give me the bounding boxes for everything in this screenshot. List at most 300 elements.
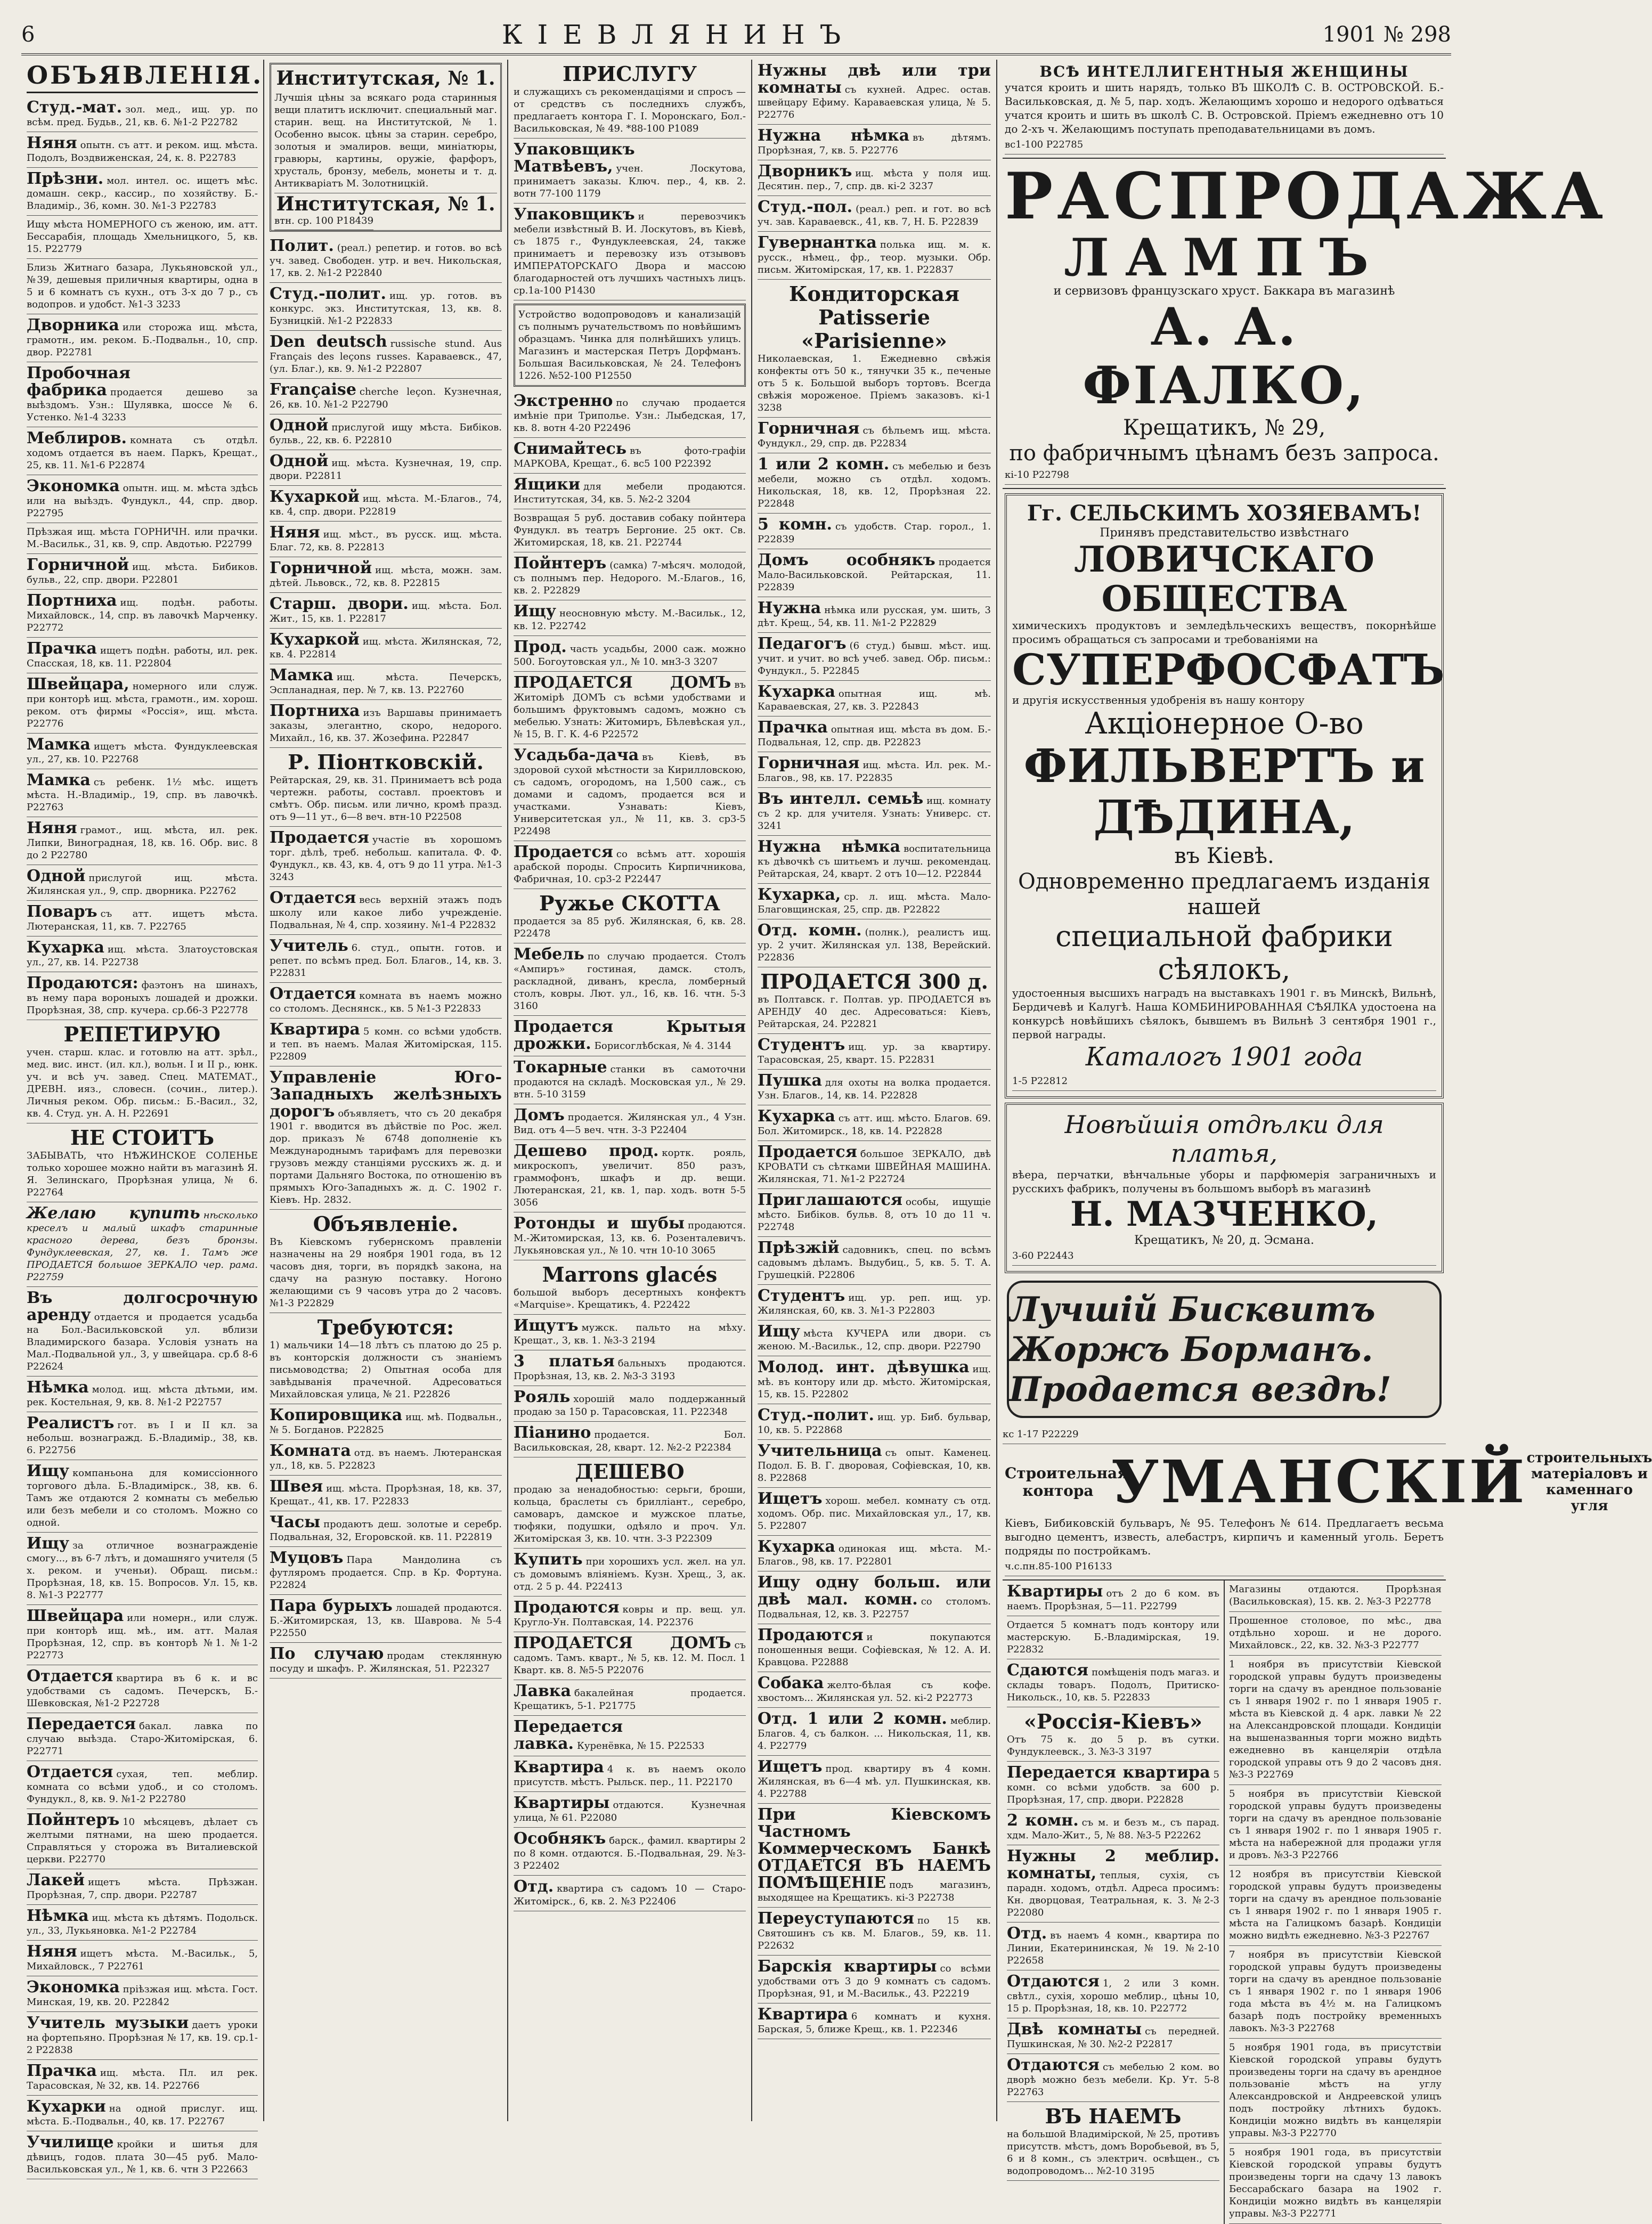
ad-heading: Ружье СКОТТА [539, 891, 720, 915]
classified-ad [270, 283, 502, 331]
classified-ad [27, 362, 258, 427]
classified-ad [514, 1457, 746, 1549]
ad-text: бакалейная продается. Крещатикъ, 5-1. Р21775 [514, 1688, 746, 1712]
fertilizer-city: въ Кіевѣ. [1174, 844, 1274, 868]
ad-heading: Продаются [758, 1626, 864, 1644]
fertilizer-lead: Гг. СЕЛЬСКИМЪ ХОЗЯЕВАМЪ! [1027, 501, 1422, 526]
ad-text: даетъ уроки на фортепьяно. Прорѣзная № 17, кв. 19. ср.1-2 Р22838 [27, 2019, 258, 2056]
ad-text: Борисоглѣбская, № 4. 3144 [594, 1040, 732, 1052]
classified-ad [27, 673, 258, 734]
ad-heading: Дешево прод. [514, 1142, 659, 1160]
ad-heading: Сдаются [1007, 1661, 1089, 1680]
ad-heading: Мамка [270, 666, 333, 685]
ad-text: бальныхъ продаются. Прорѣзная, 13, кв. 2. №3-3 3193 [514, 1358, 746, 1382]
ad-text: Рейтарская, 29, кв. 31. Принимаетъ всѣ рода чертежн. работы, составл. проектовъ и смѣтъ. Обр. письм. или лично, кромѣ празд. отъ 9—11 ут., 6—8 веч. втн-10 Р22508 [270, 775, 502, 822]
ad-text: лошадей продаются. Б.-Житомирская, 13, кв. Шаврова. №5-4 Р22550 [270, 1602, 502, 1639]
ad-text: ковры и пр. вещ. ул. Кругло-Ун. Полтавская, 14. Р22376 [514, 1604, 746, 1628]
ad-text: продается. Бол. Васильковская, 28, кварт. 12. №2-2 Р22384 [514, 1429, 746, 1453]
ad-heading: Квартира [758, 2005, 848, 2024]
classified-ad [1007, 1970, 1219, 2018]
ad-heading: Горничной [270, 559, 372, 577]
ad-heading: Барскія квартиры [758, 1957, 937, 1976]
ad-text: фаэтонъ на шинахъ, въ нему пара вороныхъ лошадей и дрожки. Прорѣзная, 38, спр. кучера. ср.б6-3 Р22778 [27, 980, 258, 1016]
classified-ad [27, 259, 258, 314]
classified-ad [758, 1070, 991, 1105]
ad-text: за отличное вознагражденіе смогу..., въ 6-7 лѣтъ, и домашняго учителя (5 х. реком. и ученьи). Обращ. письм.: Прорѣзная, 18, кв. 15. Вопросов. Ул. 15, кв. 8. №1-3 Р22777 [27, 1540, 258, 1601]
classified-ad [758, 549, 991, 597]
ad-text: отдаются. Кузнечная улица, № 61. Р22080 [514, 1799, 746, 1823]
classified-ad [1007, 1810, 1219, 1845]
ad-heading: Студ.-пол. [758, 198, 853, 216]
ad-text: 6. студ., опытн. готов. и репет. по всѣмъ пред. Бол. Благов., 14, кв. 3. Р22831 [270, 942, 502, 979]
classified-ad [270, 827, 502, 887]
ad-heading: Одной [270, 452, 329, 470]
classified-ad [514, 552, 746, 600]
classified-ad [758, 514, 991, 549]
ad-heading: Меблиров. [27, 429, 127, 447]
ad-text: компаньона для комиссіонного торгового дѣла. Б.-Владимірск., 38, кв. 6. Тамъ же отдаются 2 комнаты съ мебелью или безъ мебели и со столомъ. Можно со одной. [27, 1468, 258, 1528]
ad-heading: Управленіе Юго-Западныхъ желѣзныхъ дорогъ [270, 1068, 502, 1121]
classified-ad [758, 1356, 991, 1404]
classified-ad [758, 633, 991, 681]
classified-ad [270, 1643, 502, 1679]
ad-heading: Купить [514, 1550, 583, 1569]
classified-ad [514, 304, 746, 387]
ad-text: Отдается 5 комнатъ подъ контору или мастерскую. Б.-Владимірская, 19. Р22832 [1007, 1619, 1219, 1655]
classified-ad [1007, 1616, 1219, 1659]
ad-heading: ДЕШЕВО [575, 1460, 685, 1484]
classified-ad [27, 216, 258, 259]
ad-text: ищ. мѣста, можн. зам. дѣтей. Львовск., 72, кв. 8. Р22815 [270, 565, 502, 589]
fertilizer-small: Принявъ представительство извѣстнаго [1100, 526, 1349, 540]
fertilizer-text: удостоенныя высшихъ наградъ на выставкахъ 1901 г. въ Минскѣ, Вильнѣ, Бердичевѣ и Калугѣ. Наша КОМБИНИРОВАННАЯ СѢЯЛКА удостоена на конкурсѣ новѣйшихъ сѣялокъ, бывшемъ въ Вильнѣ 3 сентября 1901 г., первой награды. [1012, 987, 1436, 1041]
ad-text: продается за 85 руб. Жилянская, 6, кв. 28. Р22478 [514, 916, 746, 939]
ad-heading: Портниха [27, 591, 117, 610]
ad-text: съ садомъ. Тамъ. кварт., № 5, кв. 12. М. Посл. 1 Кварт. кв. 8. №5-5 Р22076 [514, 1640, 746, 1676]
ad-heading: Педагогъ [758, 634, 847, 653]
ad-text: въ наемъ 4 комн., квартира по Линии, Екатерининская, № 19. №2-10 Р22658 [1007, 1930, 1219, 1966]
classified-ad [270, 557, 502, 593]
classified-ad [27, 1202, 258, 1287]
ad-text: Прѣзжая ищ. мѣста ГОРНИЧН. или прачки. М.-Васильк., 31, кв. 9, спр. Авдотью. Р22799 [27, 526, 258, 550]
masthead [21, 16, 1451, 55]
ad-text: съ мебелью и безъ мебели, можно съ отдѣл. ходомъ. Никольская, 18, кв. 12, Прорѣзная 22. Р22848 [758, 461, 991, 509]
ad-text: мужск. пальто на мѣху. Крещат., 3, кв. 1. №3-3 2194 [514, 1322, 746, 1346]
ad-text: продаю за ненадобностью: серьги, броши, кольца, браслеты съ брилліант., серебро, самоваръ, дамское и мужское платье, тюфяки, подушки, одѣяло и проч. Ул. Житомірская 3, кв. 10. чтн. 3-3 Р22309 [514, 1484, 746, 1544]
classified-ad [514, 438, 746, 474]
ad-text: помѣщенія подъ магаз. и склады товаръ. Подолъ, Притиско-Никольск., 10, кв. 5. Р22833 [1007, 1667, 1219, 1703]
ad-text: съ кухней. Адрес. остав. швейцару Ефиму. Караваевская улица, № 5. Р22776 [758, 84, 991, 120]
classified-ad [514, 672, 746, 744]
ad-code: 1-5 Р22812 [1012, 1072, 1436, 1091]
ad-text: съ удобств. Стар. горол., 1. Р22839 [758, 521, 991, 545]
ad-text: 4 к. въ наемъ около присутств. мѣстъ. Рыльск. пер., 11. Р22170 [514, 1764, 746, 1788]
fertilizer-product: СУПЕРФОСФАТЪ [1012, 645, 1445, 695]
ad-text: ищетъ мѣста. Фундуклеевская ул., 27, кв. 10. Р22768 [27, 741, 258, 765]
ad-text: (реал.) репетир. и готов. во всѣ уч. завед. Свободен. утр. и веч. Никольская, 17, кв. 2. №1-2 Р22840 [270, 242, 502, 279]
classified-ad [758, 884, 991, 919]
classified-ad [270, 1210, 502, 1313]
column-1 [21, 60, 264, 2175]
ad-text: 5 комн. со всѣми удобств. за 600 р. Прорѣзная, 17, спр. двори. Р22828 [1007, 1769, 1219, 1805]
page-number: 6 [21, 22, 35, 47]
ad-text: теплыя, сухія, съ парадн. ходомъ, отдѣл. Адреса просимъ: Кн. дворцовая, Театральная, к. 3. №2-3 Р22080 [1007, 1870, 1219, 1918]
ad-heading: Няня [27, 1942, 77, 1961]
ad-heading: Кухаркой [270, 630, 360, 649]
public-notice: Прошенное столовое, по мѣс., два отдѣльно хорош. и не дорого. Михайловск., 22, кв. 32. №3-3 Р22777 [1229, 1612, 1442, 1656]
ad-text: и служащихъ съ рекомендаціями и спросъ — от средствъ съ последнихъ службъ, предлагаетъ контора Г. І. Моронскаго, Бол.-Васильковская, № 49. *88-100 Р1089 [514, 86, 746, 134]
classified-ad [514, 943, 746, 1016]
classified-ad [514, 139, 746, 203]
ad-text: ищ. мѣста. Златоустовская ул., 27, кв. 14. Р22738 [27, 944, 258, 968]
ad-text: опытн. ищ. м. мѣста здѣсь или на выѣздъ. Фундукл., 44, спр. двор. Р22795 [27, 483, 258, 519]
fertilizer-company: Акціонерное О-во [1085, 706, 1364, 741]
ad-heading: ПРИСЛУГУ [562, 62, 697, 86]
ad-heading: По случаю [270, 1644, 384, 1663]
issue-number: 1901 № 298 [1322, 22, 1451, 47]
ad-text: воспитательница къ дѣвочкѣ съ шитьемъ и лучш. рекомендац. Рейтарская, 24, кварт. 2 отъ 10—12. Р22844 [758, 843, 991, 879]
classified-ad [27, 1905, 258, 1941]
ad-text: гот. въ I и II кл. за небольш. вознагражд. Б.-Владимір., 38, кв. 6. Р22756 [27, 1420, 258, 1456]
ad-text: хорош. мебел. комнату съ отд. ходомъ. Обр. пис. Михайловская ул., 17, кв. 5. Р22807 [758, 1495, 991, 1531]
ad-heading: Кухарка [758, 1537, 835, 1556]
ad-heading: Продается [758, 1143, 857, 1161]
ad-text: часть усадьбы, 2000 саж. можно 500. Богоутовская ул., № 10. мн3-3 3207 [514, 643, 746, 667]
ad-heading: Мамка [27, 771, 91, 789]
ad-text: russische stund. Aus Français des leçons russes. Караваевск., 47, (ул. Благ.), кв. 9. №1-2 Р22807 [270, 338, 502, 374]
ad-heading: Упаковщикъ Матвѣевъ, [514, 140, 635, 176]
classified-ad [758, 1285, 991, 1321]
ad-text: Близь Житнаго базара, Лукьяновской ул., №39, дешевыя приличныя квартиры, одна в 5 и 6 комнатъ съ кухн., отъ 3-х до 7 р., съ водопров. и удобст. №1-3 3233 [27, 262, 258, 310]
lamp-sale-address: Крещатикъ, № 29, [1122, 416, 1326, 440]
ad-heading: Ротонды и шубы [514, 1214, 685, 1233]
ad-text: изъ Варшавы принимаетъ заказы, элегантно, скоро, недорого. Михайл., 16, кв. 37. Жозефина. Р22847 [270, 707, 502, 744]
ad-text: мол. интел. ос. ищетъ мѣс. домашн. секр., кассир., по хозяйству. Б.-Владимір., 36, комн. 30. №1-3 Р22783 [27, 175, 258, 211]
ad-heading: Студ.-мат. [27, 98, 123, 117]
ad-text: квартира съ садомъ 10 — Старо-Житомірск., 6, кв. 2. №3 Р22406 [514, 1883, 746, 1907]
ad-heading: Полит. [270, 237, 334, 255]
ad-text: нѣмка или русская, ум. шить, 3 дѣт. Крещ., 54, кв. 11. №1-2 Р22829 [758, 605, 991, 629]
ad-heading: Отд. [514, 1877, 554, 1896]
ad-heading: Отдается [270, 984, 356, 1003]
ad-heading: Прѣзжій [758, 1239, 840, 1257]
ad-text: ищ. комнату съ 2 кр. для учителя. Узнать: Универс. ст. 3241 [758, 795, 991, 832]
classified-ad [1007, 1762, 1219, 1810]
ad-text: съ ребенк. 1½ мѣс. ищетъ мѣста. Н.-Владимір., 19, спр. въ лавочкѣ. Р22763 [27, 777, 258, 813]
trimmings-address: Крещатикъ, № 20, д. Эсмана. [1134, 1234, 1314, 1247]
ad-heading: Продается [514, 843, 613, 861]
ad-heading: Приглашаются [758, 1191, 902, 1209]
ad-text: (самка) 7-мѣсяч. молодой, съ полнымъ пер. Недорого. М.-Благов., 16, кв. 2. Р22829 [514, 560, 746, 596]
classified-ad [514, 1549, 746, 1596]
classified-ad [1007, 1845, 1219, 1922]
ad-heading: Ищу [27, 1534, 70, 1553]
ad-heading: Двѣ комнаты [1007, 2020, 1142, 2039]
classified-ad [27, 1713, 258, 1761]
sewing-school-headline: ВСѢ ИНТЕЛЛИГЕНТНЫЯ ЖЕНЩИНЫ [1039, 63, 1409, 80]
classified-ad [1007, 1707, 1219, 1762]
classified-ad [27, 865, 258, 901]
ad-text: Николаевская, 1. Ежедневно свѣжія конфекты отъ 50 к., тянучки 35 к., печеные отъ 5 к. Большой выборъ тортовъ. Всегда свѣжія мороженое. Пріемъ заказовъ. кі-1 3238 [758, 353, 991, 413]
ad-heading: ВЪ НАЕМЪ [1045, 2104, 1182, 2128]
ad-heading: Ищу [514, 602, 557, 621]
classified-ad [270, 1476, 502, 1511]
ad-heading: Нѣмка [27, 1907, 89, 1925]
classified-ad [514, 841, 746, 889]
ad-text: при хорошихъ усл. жел. на ул. съ домовымъ вліяніемъ. Кузн. Хрещ., 3, ак. отд. 2 5 р. 44. Р22413 [514, 1556, 746, 1592]
ad-heading: Домъ [514, 1106, 565, 1125]
ad-heading: Экономка [27, 1978, 120, 1997]
column-5 [997, 60, 1652, 2219]
ad-text: учен. старш. клас. и готовлю на атт. зрѣл., мед. вис. инст. (ил. кл.), вольн. I и II р., юнк. уч. и всѣ уч. завед. Спец. МАТЕМАТ., ДРЕВН. ияз., словесн. (сочин., литер.). Личныя реком. Обр. письм.: Б.-Васил., 32, кв. 4. Студ. ун. А. Н. Р22691 [27, 1047, 258, 1119]
ad-text: отдается и продается усадьба на Бол.-Васильковской ул. вблизи Владимирского базара. Условія узнать на Мал.-Подвальной ул., 3, у швейцара. ср.б 8-6 Р22624 [27, 1311, 258, 1372]
ad-text: съ опыт. Каменец. Подол. Б. В. Г. дворовая, Софіевская, 10, кв. 8. Р22868 [758, 1447, 991, 1484]
classified-ad [514, 889, 746, 943]
ad-heading: Экономка [27, 477, 120, 495]
ad-heading: Кухарка [27, 938, 104, 957]
classified-ad [270, 983, 502, 1019]
ad-heading: Нужна нѣмка [758, 837, 901, 856]
ad-text: кройки и шитья для дѣвицъ, годов. плата 30—45 руб. Мало-Васильковская ул., № 1, кв. 6. чтн 3 Р22663 [27, 2139, 258, 2175]
ad-text: большое ЗЕРКАЛО, двѣ КРОВАТИ съ сѣтками ШВЕЙНАЯ МАШИНА. Жилянская, 71. №1-2 Р22724 [758, 1148, 991, 1185]
ad-text: по случаю продается имѣніе при Триполье. Узн.: Лыбедская, 17, кв. 8. вотн 4-20 Р22496 [514, 397, 746, 434]
notices-list [1224, 1581, 1446, 2224]
ad-heading: Горничной [27, 556, 129, 574]
classified-ad [270, 486, 502, 522]
classified-ad [270, 1404, 502, 1440]
ad-heading: Прачка [758, 718, 828, 737]
ad-heading: «Россія-Кіевъ» [1024, 1709, 1202, 1733]
ad-heading: Муцовъ [270, 1549, 344, 1567]
ad-heading: Ищу одну больш. или двѣ мал. комн. [758, 1573, 991, 1609]
ad-text: садовникъ, спец. по всѣмъ садовымъ дѣламъ. Выдубиц., 5, кв. 5. Т. А. Грушецкій. Р22806 [758, 1244, 991, 1281]
ad-heading: Дворникъ [758, 162, 852, 181]
ad-text: продаютъ деш. золотые и серебр. Подвальная, 32, Егоровской. кв. 11. Р22819 [270, 1519, 502, 1543]
classified-ad [1007, 2102, 1219, 2181]
classified-ad [27, 936, 258, 972]
ad-code: вс1-100 Р22785 [1005, 136, 1444, 154]
classified-ad [270, 629, 502, 664]
ad-heading: Пробочная фабрика [27, 364, 131, 400]
ad-code: кі-10 Р22798 [1005, 466, 1444, 485]
ad-text: и покупаются поношенныя вещи. Софіевская, № 12. А. И. Кравцова. Р22888 [758, 1632, 991, 1668]
classified-ad [758, 60, 991, 125]
ad-heading: Домъ особнякъ [758, 551, 935, 569]
classified-ad [270, 1547, 502, 1595]
building-supplies-header [1005, 1447, 1652, 1516]
ad-text: 10 мѣсяцевъ, дѣлает съ желтыми пятнами, на шею продается. Справляться у сторожа въ Виталиевской церкви. Р22770 [27, 1816, 258, 1865]
ad-heading: Передается [27, 1715, 136, 1733]
ad-heading: Горничная [758, 754, 860, 772]
ad-heading: Швейцара [27, 1607, 124, 1625]
ad-text: ищ. мѣста къ дѣтямъ. Подольск. ул., 33, Лукьяновка. №1-2 Р22784 [27, 1912, 258, 1936]
ad-heading: Продается Крытыя дрожки. [514, 1017, 746, 1053]
ad-heading: 1 или 2 комн. [758, 455, 890, 474]
ad-text: объявляетъ, что съ 20 декабря 1901 г. вводится въ дѣйствіе по Рос. жел. дор. приказъ № 6748 дополненіе къ Международнымъ тарифамъ для перевозки грузовъ между станціями русскихъ ж. д. и портами Дальняго Востока, по отношенію въ прямыхъ Юго-Западныхъ ж. д. С. 1902 г. Кіевъ. Нр. 2832. [270, 1108, 502, 1205]
classified-ad [758, 1672, 991, 1708]
classified-ad [27, 1020, 258, 1123]
public-notice: 12 ноября въ присутствіи Кіевской городской управы будутъ произведены торги на сдачу въ арендное пользованіе съ 1 января 1902 г. по 1 января 1905 г. мѣста на Галицкомъ базарѣ. Кондиціи можно видѣть ежедневно. №3-3 Р22767 [1229, 1865, 1442, 1946]
ad-text: по случаю продается. Столъ «Ампиръ» гостиная, дамск. столъ, раскладной, диванъ, кресла, ломберный столъ, ковры. Лют. ул., 16, кв. 16. чтн. 5-3 3160 [514, 951, 746, 1012]
ad-text: номерного или служ. при конторѣ ищ. мѣста, грамотн., им. хорош. реком. отъ фирмы «Россія», ищ. мѣста. Р22776 [27, 681, 258, 729]
antique-title-2: Институтская, № 1. [276, 193, 495, 215]
classified-ad [27, 2096, 258, 2131]
ad-heading: Продаются: [27, 974, 139, 992]
ad-text: ищ. мѣ. въ контору или др. мѣсто. Житомірская, 15, кв. 15. Р22802 [758, 1364, 991, 1400]
classified-ad [758, 967, 991, 1034]
public-notice: Магазины отдаются. Прорѣзная (Васильковская), 15. кв. 2. №3-3 Р22778 [1229, 1581, 1442, 1612]
classified-ad [27, 734, 258, 769]
ad-heading: Въ интелл. семьѣ [758, 789, 924, 808]
ad-text: продается. Жилянская ул., 4 Узн. Вид. отъ 4—5 веч. чтн. 3-3 Р22404 [514, 1112, 746, 1136]
ad-heading: Отд. [1007, 1924, 1047, 1943]
ad-heading: Одной [270, 416, 329, 435]
classified-ad [514, 1212, 746, 1260]
classified-ad [27, 2131, 258, 2179]
fertilizer-society: ЛОВИЧСКАГО ОБЩЕСТВА [1074, 539, 1374, 620]
ad-text: пріѣзжая ищ. мѣста. Гост. Минская, 19, кв. 20. Р22842 [27, 1984, 258, 2008]
ad-text: ищ. мѣста. Печерскъ, Эспланадная, пер. № 7, кв. 13. Р22760 [270, 672, 502, 696]
ad-heading: Переуступаются [758, 1909, 914, 1928]
ad-text: молод. ищ. мѣста дѣтьми, им. рек. Костельная, 9, кв. 8. №1-2 Р22757 [27, 1384, 258, 1408]
ad-text: ищ. мѣста. Кузнечная, 19, спр. двори. Р22811 [270, 458, 502, 482]
ad-heading: Нужна [758, 599, 821, 617]
ad-text: бакал. лавка по случаю выѣзда. Старо-Житомірская, 6. Р22771 [27, 1721, 258, 1757]
columns [21, 60, 1652, 2219]
classified-ad [514, 1315, 746, 1350]
classified-ad [27, 314, 258, 362]
ad-heading: Нѣмка [27, 1378, 89, 1397]
classified-ad [758, 1624, 991, 1672]
classified-ad [758, 418, 991, 453]
ad-text: зол. мед., ищ. ур. по всѣм. пред. Будьв., 21, кв. 6. №1-2 Р22782 [27, 104, 258, 128]
ad-heading: Реалистъ [27, 1414, 115, 1432]
classified-ad [27, 427, 258, 475]
ad-text: прислугой ищ. мѣста. Жилянская ул., 9, спр. дворника. Р22762 [27, 873, 258, 897]
classified-ad [514, 1632, 746, 1680]
classified-ad [27, 1976, 258, 2012]
fertilizer-company-name: ФИЛЬВЕРТЪ и ДѢДИНА, [1023, 739, 1425, 844]
newspaper-title: КІЕВЛЯНИНЪ [501, 19, 856, 50]
fertilizer-catalog: Каталогъ 1901 года [1085, 1042, 1363, 1072]
trimmings-text: вѣера, перчатки, вѣнчальные уборы и парфюмерія заграничныхъ и русскихъ фабрикъ, получены въ большомъ выборѣ въ магазинѣ [1012, 1168, 1436, 1195]
ad-text: барск., фамил. квартиры 2 по 8 комн. отдаются. Б.-Подвальная, 29. №3-3 Р22402 [514, 1835, 746, 1871]
classified-ad [270, 1595, 502, 1643]
ad-text: ищ. ур. готов. въ конкурс. экз. Институтская, 13, кв. 8. Бузницкій. №1-2 Р22833 [270, 290, 502, 327]
fertilizer-line: химическихъ продуктовъ и земледѣльческихъ веществъ, покорнѣйше просимъ обращаться съ запросами и требованіями на [1012, 619, 1436, 646]
classified-ad [514, 1756, 746, 1792]
classified-ad [514, 1596, 746, 1632]
ads-list [758, 60, 991, 2039]
ad-heading: Упаковщикъ [514, 205, 635, 224]
classified-ad [514, 600, 746, 636]
classified-ad [758, 232, 991, 280]
classified-ad [514, 1680, 746, 1716]
classified-ad [758, 1237, 991, 1285]
classified-ad [758, 280, 991, 418]
ad-heading: Прѣзни. [27, 169, 104, 188]
ad-heading: Лакей [27, 1871, 85, 1889]
ad-heading: Портниха [270, 702, 360, 720]
ad-heading: Ищетъ [758, 1489, 823, 1508]
ad-heading: Снимайтесь [514, 439, 627, 458]
ad-text: ищ. мѣста у поля ищ. Десятин. пер., 7, спр. дв. кі-2 3237 [758, 168, 991, 192]
ad-heading: Лавка [514, 1682, 571, 1700]
antique-ad [270, 63, 502, 232]
classified-ad [27, 1533, 258, 1605]
classified-ad [758, 1105, 991, 1141]
ad-text: для мебели продаются. Институтская, 34, кв. 5. №2-2 3204 [514, 481, 746, 505]
ad-heading: Ящики [514, 475, 581, 494]
ad-heading: Отдаются [1007, 1972, 1100, 1991]
ad-text: ср. л. ищ. мѣста. Мало-Благовщинская, 25, спр. дв. Р22822 [758, 891, 991, 915]
ad-text: ищетъ мѣста. Прѣзжан. Прорѣзная, 7, спр. двори. Р22787 [27, 1877, 258, 1901]
classified-ad [270, 414, 502, 450]
ad-text: на одной прислуг. ищ. мѣста. Б.-Подвальн., 40, кв. 17. Р22767 [27, 2103, 258, 2127]
ad-heading: ПРОДАЕТСЯ 300 д. [760, 970, 988, 993]
ad-heading: Няня [27, 134, 77, 152]
classified-ad [514, 509, 746, 552]
ad-heading: Учительница [758, 1441, 882, 1460]
lamp-sale-lamps: ЛАМПЪ [1064, 227, 1385, 288]
ad-heading: Ищутъ [514, 1316, 579, 1335]
ad-heading: Мамка [27, 735, 91, 754]
classified-ad [270, 887, 502, 935]
classified-ad [270, 1440, 502, 1476]
ad-text: квартира въ 6 к. и вс удобствами съ садомъ. Печерскъ, Б.-Шевковская, №1-2 Р22728 [27, 1673, 258, 1709]
classified-ad [270, 235, 502, 283]
public-notice: 5 ноября 1901 года, въ присутствіи Кіевской городской управы будутъ произведены торги на сдачу 13 лавокъ Бессарабскаго базара на 1902 г. Кондиціи можно видѣть въ канцеляріи управы. №3-3 Р22771 [1229, 2144, 1442, 2224]
ad-heading: Française [270, 380, 356, 399]
ad-text: ЗАБЫВАТЬ, что НѢЖИНСКОЕ СОЛЕНЬЕ только хорошее можно найти въ магазинѣ Я. Я. Зелинскаго, Прорѣзная улица, № 6. Р22764 [27, 1150, 258, 1198]
ad-text: мѣста КУЧЕРА или двори. съ женою. М.-Васильк., 12, спр. двори. Р22790 [758, 1328, 991, 1352]
ad-heading: Собака [758, 1674, 824, 1692]
classified-ad [514, 744, 746, 841]
ad-heading: Передается лавка. [514, 1717, 623, 1753]
ad-text: весь верхній этажъ подъ школу или какое либо учрежденіе. Подвальная, № 4, спр. хозяину. №1-4 Р22832 [270, 894, 502, 931]
ad-text: ищ. мѣ. Подвальн., № 5. Богданов. Р22825 [270, 1412, 502, 1436]
classified-ad [514, 1422, 746, 1457]
ad-text: съ атт. ищетъ мѣста. Лютеранская, 11, кв. 7. Р22765 [27, 908, 258, 932]
lamp-sale-ad [1003, 159, 1608, 489]
classified-ad [514, 1792, 746, 1828]
classified-ad [758, 681, 991, 716]
classified-ad [758, 1141, 991, 1189]
ad-code: 3-60 Р22443 [1012, 1247, 1436, 1266]
ad-text: съ мебелью 2 ком. во дворѣ можно безъ мебели. Кр. Ут. 5-8 Р22763 [1007, 2062, 1219, 2098]
ad-heading: Гувернантка [758, 233, 877, 252]
ad-text: ищ. мѣста. Ил. рек. М.-Благов., 98, кв. 17. Р22835 [758, 760, 991, 784]
ad-text: ищетъ подѣн. работы, ил. рек. Спасская, 18, кв. 11. Р22804 [27, 645, 258, 669]
classified-ad [514, 1016, 746, 1056]
classified-ad [27, 817, 258, 865]
ad-text: станки въ самоточни продаются на складѣ. Московская ул., № 29. втн. 5-10 3159 [514, 1064, 746, 1100]
ad-heading: Отдаются [1007, 2056, 1100, 2074]
ad-text: ищ. ур. за квартиру. Тарасовская, 25, кварт. 15. Р22831 [758, 1041, 991, 1065]
ad-heading: Пара бурыхъ [270, 1596, 393, 1615]
classified-ad [270, 450, 502, 486]
classified-ad [758, 1488, 991, 1536]
ad-heading: Den deutsch [270, 332, 387, 351]
ad-heading: Учитель [270, 936, 348, 955]
ad-text: или номерн., или служ. при конторѣ ищ. мѣ., им. атт. Малая Прорѣзная, 12, спр. въ конторѣ №1. №1-2 Р22773 [27, 1612, 258, 1661]
ad-text: 1, 2 или 3 комн. свѣтл., сухія, хорошо меблир., цѣны 10, 15 р. Прорѣзная, 18, кв. 10. Р22772 [1007, 1978, 1219, 2014]
lamp-sale-headline: РАСПРОДАЖА [1005, 159, 1608, 234]
ad-heading: Кондиторская Patisserie «Parisienne» [789, 282, 959, 353]
ad-heading: Продаются [514, 1598, 620, 1617]
classified-ad [270, 1511, 502, 1547]
classified-ad [758, 716, 991, 752]
